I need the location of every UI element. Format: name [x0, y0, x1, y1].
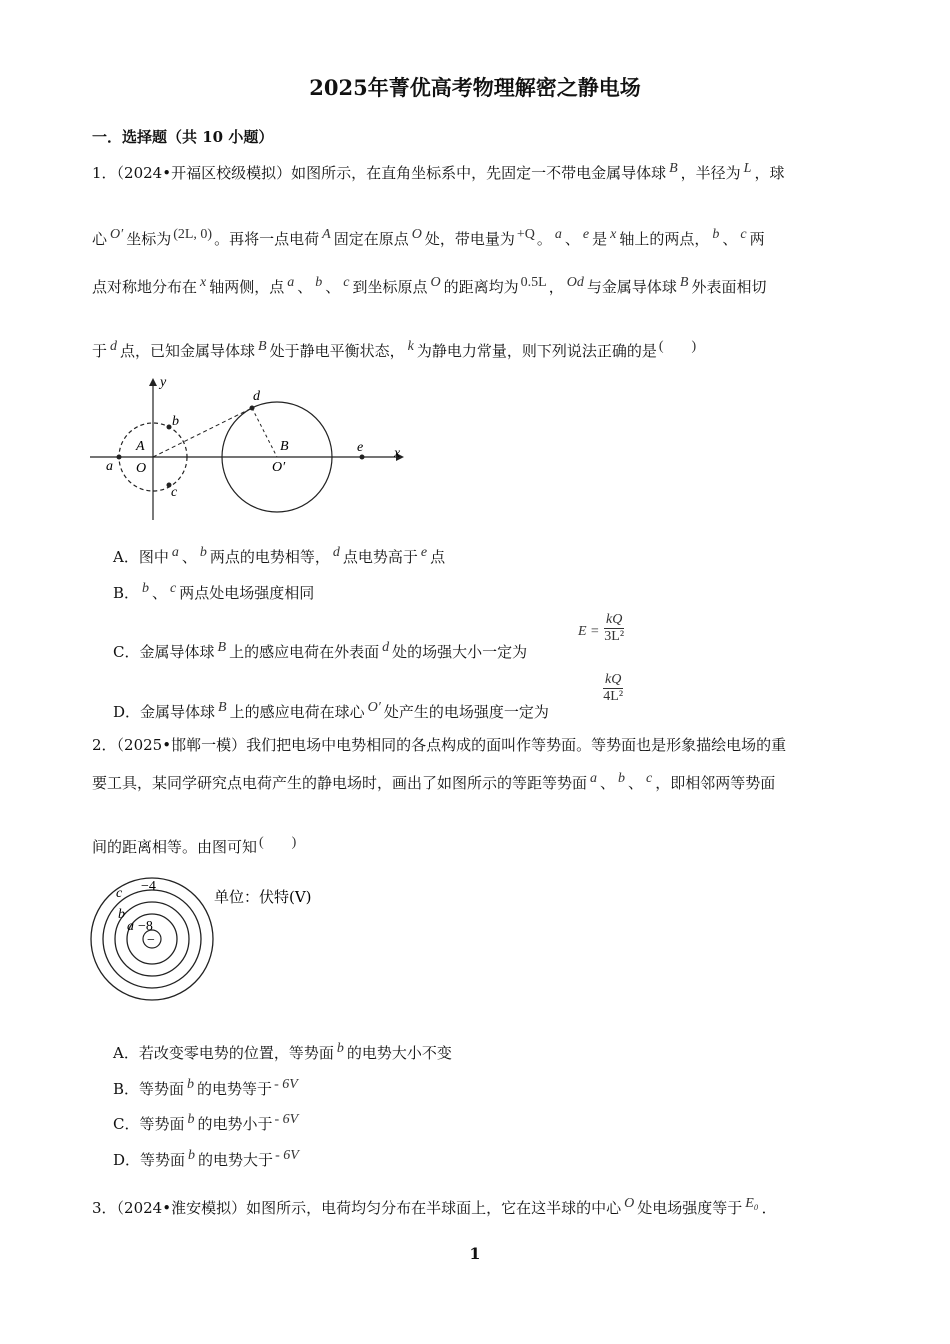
y-label: y: [160, 375, 167, 390]
page-title: 2025年菁优高考物理解密之静电场: [309, 75, 641, 100]
point-a: [117, 455, 122, 460]
q2-figure: [86, 872, 346, 1007]
x-label: x: [394, 446, 401, 461]
q1-option-d[interactable]: D．金属导体球 B 上的感应电荷在球心 O′ 处产生的电场强度一定为: [113, 700, 549, 721]
q1-option-a[interactable]: A．图中 a 、 b 两点的电势相等， d 点电势高于 e 点: [113, 545, 446, 566]
value-minus-8: −8: [138, 919, 153, 934]
tangent-line: [153, 408, 252, 457]
q1-figure: [86, 372, 416, 527]
label-c: c: [171, 485, 178, 500]
q3-source: （2024•淮安模拟）: [116, 1199, 247, 1217]
value-minus-4: −4: [141, 879, 156, 894]
label-e: e: [357, 440, 364, 455]
q1-source: （2024•开福区校级模拟）: [116, 164, 292, 182]
label-a: a: [127, 919, 134, 934]
q2-line-2: 要工具，某同学研究点电荷产生的静电场时，画出了如图所示的等距等势面 a 、 b 、 c ，即相邻两等势面: [92, 771, 776, 792]
q3-number: 3．: [92, 1199, 117, 1217]
y-arrow-icon: [149, 378, 157, 386]
radius-line: [252, 408, 277, 457]
q2-option-c[interactable]: C．等势面 b 的电势小于 - 6V: [113, 1112, 299, 1133]
q1-optc-lhs: E =: [578, 624, 600, 639]
label-O: O: [136, 461, 147, 476]
unit-label: 单位：伏特(V): [214, 888, 312, 906]
section-heading: 一．选择题（共 10 小题）: [92, 128, 274, 146]
q2-option-a[interactable]: A．若改变零电势的位置，等势面 b 的电势大小不变: [113, 1041, 452, 1062]
q2-line-1: 2．（2025•邯郸一模）我们把电场中电势相同的各点构成的面叫作等势面。等势面也是形象描绘电场的重: [92, 736, 787, 754]
q2-line-3: 间的距离相等。由图可知 ( ): [92, 835, 297, 856]
page-number: 1: [469, 1244, 481, 1263]
q1-line-3: 点对称地分布在 x 轴两侧，点 a 、 b 、 c 到坐标原点 O 的距离均为 0.5L ， Od 与金属导体球 B 外表面相切: [92, 275, 767, 296]
point-e: [360, 455, 365, 460]
q1-line-4: 于 d 点，已知金属导体球 B 处于静电平衡状态， k 为静电力常量，则下列说法正确的是 ( ): [92, 339, 697, 360]
label-b: b: [172, 414, 179, 429]
q1-number: 1．: [92, 164, 117, 182]
label-a: a: [106, 459, 113, 474]
q1-optd-fraction: $\frac{kQ}{\text{4L²}}$: [603, 672, 624, 704]
point-b: [167, 425, 172, 430]
label-A: A: [136, 439, 145, 454]
q1-optc-fraction: $\frac{kQ}{\text{3L²}}$: [604, 612, 625, 644]
point-d: [250, 406, 255, 411]
charge-sign: −: [147, 933, 155, 948]
q2-option-b[interactable]: B．等势面 b 的电势等于 - 6V: [113, 1077, 298, 1098]
label-B: B: [280, 439, 289, 454]
q1-option-b[interactable]: B． b 、 c 两点处电场强度相同: [113, 581, 315, 602]
q1-option-c[interactable]: C．金属导体球 B 上的感应电荷在外表面 d 处的场强大小一定为: [113, 640, 528, 661]
q2-option-d[interactable]: D．等势面 b 的电势大于 - 6V: [113, 1148, 299, 1169]
q2-source: （2025•邯郸一模）: [116, 736, 247, 754]
label-d: d: [253, 389, 260, 404]
label-Oprime: O′: [272, 460, 286, 475]
label-b: b: [118, 907, 125, 922]
q2-number: 2．: [92, 736, 117, 754]
q3-line-1: 3．（2024•淮安模拟）如图所示，电荷均匀分布在半球面上，它在这半球的中心 O 处电场强度等于 E₀ ．: [92, 1196, 777, 1217]
q1-line-1: 1．（2024•开福区校级模拟）如图所示，在直角坐标系中，先固定一不带电金属导体球 B ，半径为 L ，球: [92, 161, 785, 182]
q1-line-2: 心 O′ 坐标为 (2L, 0) 。再将一点电荷 A 固定在原点 O 处，带电量为 +Q 。 a 、 e 是 x 轴上的两点， b 、 c 两: [92, 227, 765, 248]
label-c: c: [116, 886, 123, 901]
